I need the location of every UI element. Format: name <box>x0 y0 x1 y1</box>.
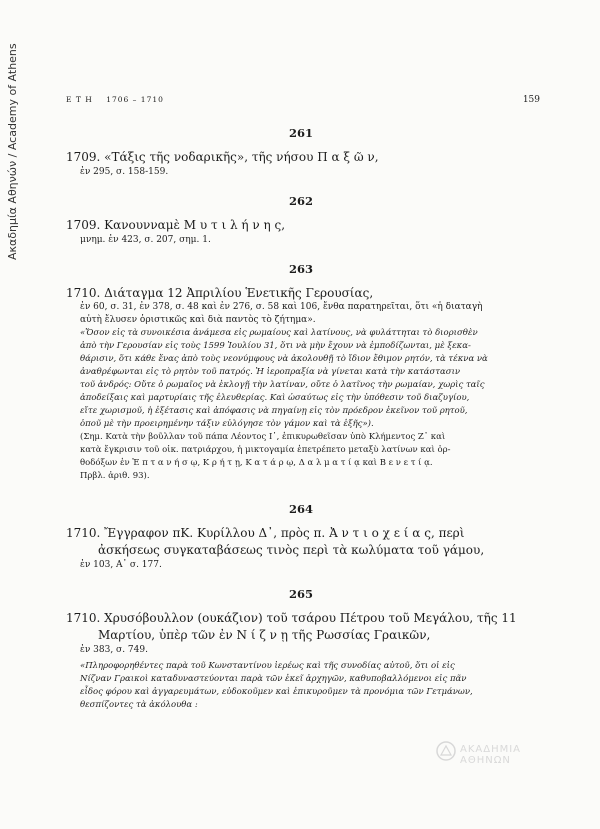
entry-number: 262 <box>288 194 313 208</box>
quote-line: ἀπὸ τὴν Γερουσίαν εἰς τοὺς 1599 Ἰουλίου 31, ὅτι νὰ μὴν ἔχουν νὰ ἐμποδίζωνται, μὲ ξεκα- <box>80 341 471 351</box>
entry-title: 1710. Χρυσόβουλλον (ουκάζιον) τοῦ τσάρου Πέτρου τοῦ Μεγάλου, τῆς 11 <box>66 611 517 625</box>
note-line: Πρβλ. ἀριθ. 93). <box>80 471 150 481</box>
quote-line: τοῦ ἀνδρός: Οὔτε ὁ ρωμαῖος νὰ ἐκλογῇ τὴν λατίναν, οὔτε ὁ λατῖνος τὴν ρωμαίαν, χωρὶς ταῖς <box>80 380 485 390</box>
note-line: κατὰ ἔγκρισιν τοῦ οἰκ. πατριάρχου, ἡ μικτογαμία ἐπετρέπετο μεταξὺ λατίνων καὶ ὀρ- <box>80 445 451 455</box>
entry-reference: ἐν 103, Α᾽ σ. 177. <box>80 560 162 570</box>
entry-reference: ἐν 383, σ. 749. <box>80 645 148 655</box>
page-number: 159 <box>522 95 540 105</box>
entry-reference: αὐτὴ ἔλυσεν ὁριστικῶς καὶ διὰ παντὸς τὸ ζήτημα». <box>80 315 316 325</box>
entry-title: 1709. «Τάξις τῆς νοδαρικῆς», τῆς νήσου Π α ξ ῶ ν, <box>66 150 379 164</box>
entry-title: 1710. Ἔγγραφον πΚ. Κυρίλλου Δ᾽, πρὸς π. Ἀ ν τ ι ο χ ε ί α ς, περὶ <box>66 526 465 540</box>
entry-number: 261 <box>288 126 313 140</box>
quote-line: Νίζναν Γραικοὶ καταδυναστεύονται παρὰ τῶν ἐκεῖ ἀρχηγῶν, καθυποβαλλόμενοι εἰς πᾶν <box>80 674 467 684</box>
academy-logo-text: ΑΚΑΔΗΜΙΑ ΑΘΗΝΩΝ <box>460 744 522 766</box>
quote-line: θάρισιν, ὅτι κάθε ἕνας ἀπὸ τοὺς νεονύμφους νὰ ἀκολουθῇ τὸ ἴδιον ἔθιμον ρητόν, τὰ τέκνα νὰ <box>80 354 488 364</box>
academy-emblem-icon <box>436 741 456 761</box>
running-header <box>66 95 540 104</box>
entry-number: 265 <box>288 587 313 601</box>
quote-line: ἀναθρέφωνται εἰς τὸ ρητὸν τοῦ πατρός. Ἡ ἱεροπραξία νὰ γίνεται κατὰ τὴν κατάστασιν <box>80 367 461 377</box>
entry-title: 1710. Διάταγμα 12 Ἀπριλίου Ἑνετικῆς Γερουσίας, <box>66 286 374 300</box>
quote-line: «Πληροφορηθέντες παρὰ τοῦ Κωνσταντίνου ἱερέως καὶ τῆς συνοδίας αὐτοῦ, ὅτι οἱ εἰς <box>80 661 455 671</box>
quote-line: «Ὅσον εἰς τὰ συνοικέσια ἀνάμεσα εἰς ρωμαίους καὶ λατίνους, νὰ φυλάττηται τὸ διορισθὲν <box>80 328 478 338</box>
quote-line: εἴτε χωρισμοῦ, ἡ ἐξέτασις καὶ ἀπόφασις νὰ πηγαίνῃ εἰς τὸν πρόεδρον ἐκεῖνον τοῦ ρητοῦ, <box>80 406 468 416</box>
entry-title: Μαρτίου, ὑπὲρ τῶν ἐν Ν ί ζ ν ῃ τῆς Ρωσσίας Γραικῶν, <box>98 628 431 642</box>
quote-line: θεσπίζοντες τὰ ἀκόλουθα : <box>80 700 198 710</box>
entry-title: 1709. Κανουνναμὲ Μ υ τ ι λ ή ν η ς, <box>66 218 286 232</box>
entry-number: 263 <box>288 262 313 276</box>
quote-line: ἀποδείξαις καὶ μαρτυρίαις τῆς ἐλευθερίας. Καὶ ὡσαύτως εἰς τὴν ὑπόθεσιν τοῦ διαζυγίου, <box>80 393 470 403</box>
side-watermark: Ακαδημία Αθηνών / Academy of Athens <box>6 43 19 260</box>
entry-number: 264 <box>288 502 313 516</box>
academy-logo <box>436 737 576 765</box>
entry-reference: μνημ. ἐν 423, σ. 207, σημ. 1. <box>80 235 211 245</box>
quote-line: εἶδος φόρου καὶ ἀγγαρευμάτων, εὐδοκοῦμεν καὶ ἐπικυροῦμεν τὰ προνόμια τῶν Γετμάνων, <box>80 687 473 697</box>
header-label: Ε Τ Η <box>66 95 93 104</box>
entry-reference: ἐν 60, σ. 31, ἐν 378, σ. 48 καὶ ἐν 276, σ. 58 καὶ 106, ἔνθα παρατηρεῖται, ὅτι «ἡ διαταγὴ <box>80 302 483 312</box>
note-line: (Σημ. Κατὰ τὴν βοῦλλαν τοῦ πάπα Λέοντος Ι᾽, ἐπικυρωθεῖσαν ὑπὸ Κλήμεντος Ζ᾽ καὶ <box>80 432 446 442</box>
note-line: θοδόξων ἐν Ἑ π τ α ν ή σ ῳ, Κ ρ ή τ ῃ, Κ α τ ά ρ ῳ, Δ α λ μ α τ ί ᾳ καὶ Β ε ν ε τ ί ᾳ. <box>80 458 433 468</box>
header-years: 1706 – 1710 <box>106 95 164 104</box>
quote-line: ὁποῦ μὲ τὴν προειρημένην τάξιν εὐλόγησε τὸν γάμον καὶ τὰ ἑξῆς»). <box>80 419 374 429</box>
entry-reference: ἐν 295, σ. 158-159. <box>80 167 169 177</box>
entry-title: ἀσκήσεως συγκαταβάσεως τινὸς περὶ τὰ κωλύματα τοῦ γάμου, <box>98 543 485 557</box>
